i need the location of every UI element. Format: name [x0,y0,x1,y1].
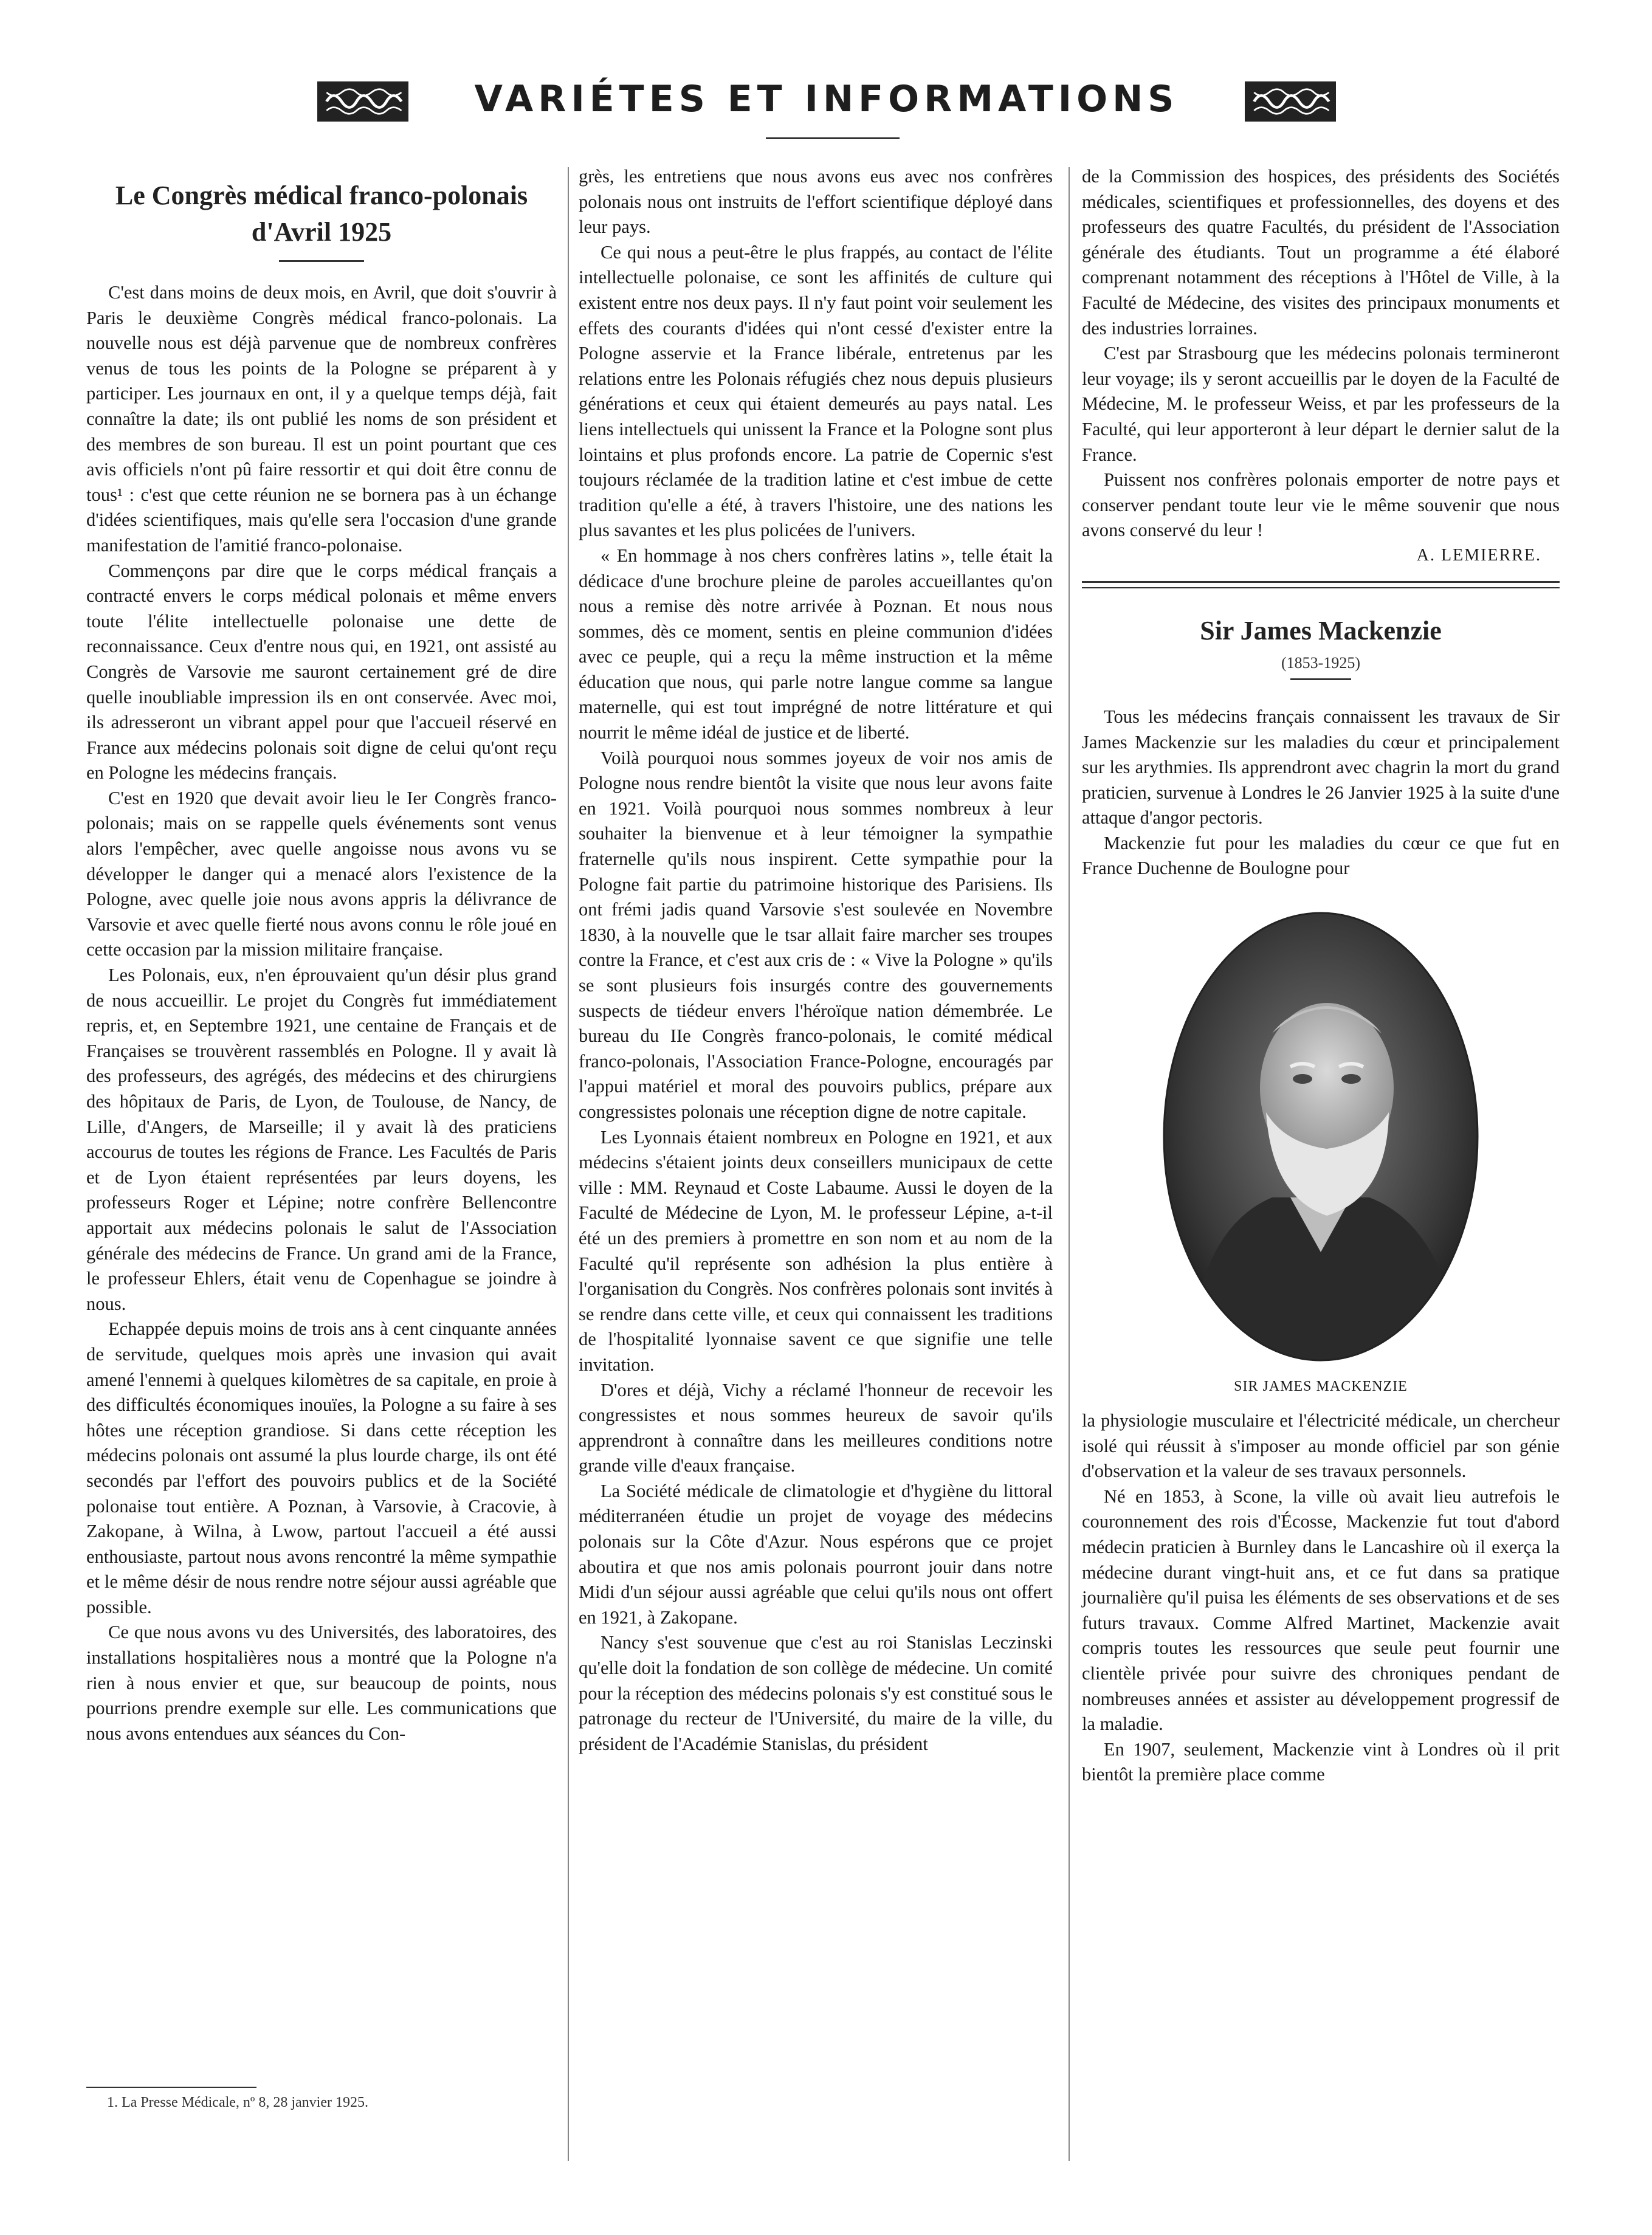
decorative-ornament-icon [1245,81,1336,122]
paragraph: Ce qui nous a peut-être le plus frappés, au contact de l'élite intellectuelle polonaise, ce sont les affinités de culture qui existent entre nos deux pays. Il n'y faut point voir seulement les effets des courants d'idées qui n'ont cessé d'exister entre la Pologne asservie et la France libérale, entretenus par les relations entre les Polonais réfugiés chez nous depuis plusieurs générations et ceux qui étaient demeurés au pays natal. Les liens intellectuels qui unissent la France et la Pologne sont plus lointains et plus profonds encore. La patrie de Copernic s'est toujours réclamée de la tradition latine et c'est imbue de cette tradition qu'elle a été, à travers l'histoire, une des nations les plus savantes et les plus policées de l'univers. [579,241,1053,541]
paragraph: Ce que nous avons vu des Universités, des laboratoires, des installations hospitalières nous a montré que la Pologne n'a rien à nous envier et que, sur beaucoup de points, nous pourrions prendre exemple sur elle. Les communications que nous avons entendues aux séances du Con- [86,1622,557,1744]
article-body [1082,704,1560,881]
paragraph: D'ores et déjà, Vichy a réclamé l'honneur de recevoir les congressistes et nous sommes heureux de savoir qu'ils apprendront à connaître dans les meilleures conditions notre grande ville d'eaux française. [579,1379,1053,1476]
paragraph: Echappée depuis moins de trois ans à cent cinquante années de servitude, quelques mois après une invasion qui avait amené l'ennemi à quelques kilomètres de sa capitale, en proie à des difficultés économiques inouïes, la Pologne a su faire à ses hôtes une réception grandiose. Si dans cette réception les médecins polonais ont assumé la plus lourde charge, ils ont été secondés par l'effort des pouvoirs publics et de la Société polonaise tout entière. A Poznan, à Varsovie, à Cracovie, à Zakopane, à Wilna, à Lwow, partout l'accueil a été aussi enthousiaste, partout nous avons rencontré la même sympathie et le même désir de nous rendre notre séjour aussi agréable que possible. [86,1318,557,1617]
article-title: Sir James Mackenzie [1200,615,1442,646]
column-divider [1069,167,1070,2161]
paragraph: En 1907, seulement, Mackenzie vint à Londres où il prit bientôt la première place comme [1082,1738,1560,1785]
column-1 [86,164,557,1746]
author-signature: A. LEMIERRE. [1416,545,1541,565]
title-rule [1290,678,1351,680]
paragraph: C'est dans moins de deux mois, en Avril, que doit s'ouvrir à Paris le deuxième Congrès médical franco-polonais. La nouvelle nous est déjà parvenue que de nombreux confrères venus de tous les points de la Pologne se préparent à y participer. Les journaux en ont, il y a quelque temps déjà, fait connaître la date; ils ont publié les noms de son président et des membres de son bureau. Il est un point pourtant que ces avis officiels n'ont pû faire ressortir et qui doit être connu de tous¹ : c'est que cette réunion ne se bornera pas à un échange d'idées scientifiques, mais qu'elle sera l'occasion d'une grande manifestation de l'amitié franco-polonaise. [86,282,557,556]
page-header [85,78,1568,151]
paragraph: Mackenzie fut pour les maladies du cœur ce que fut en France Duchenne de Boulogne pour [1082,832,1560,879]
paragraph: Commençons par dire que le corps médical français a contracté envers le corps médical polonais et même envers toute l'élite intellectuelle polonaise une dette de reconnaissance. Ceux d'entre nous qui, en 1921, ont assisté au Congrès de Varsovie me sauront certainement gré de dire quelle inoubliable impression ils en ont conservée. Avec moi, ils adresseront un vibrant appel pour que l'accueil réservé en France aux médecins polonais soit digne de celui qu'ont reçu en Pologne les médecins français. [86,560,557,783]
article-body [579,164,1053,1757]
article-body [1082,164,1560,543]
portrait-photo-icon [1163,912,1479,1362]
decorative-ornament-icon [317,81,408,122]
article-body [1082,1408,1560,1788]
section-title: VARIÉTES ET INFORMATIONS [474,78,1179,120]
paragraph: la physiologie musculaire et l'électricité médicale, un chercheur isolé qui réussit à s'imposer au monde officiel par son génie d'observation et la valeur de ses travaux personnels. [1082,1410,1560,1482]
article-title-line: Le Congrès médical franco-polonais [115,181,528,210]
paragraph: Né en 1853, à Scone, la ville où avait lieu autrefois le couronnement des rois d'Écosse, Mackenzie fut tout d'abord médecin praticien à Burnley dans le Lancashire où il exerça la médecine durant vingt-huit ans, et ce fut dans sa pratique journalière qu'il puisa les éléments de ses observations et de ses futurs travaux. Comme Alfred Martinet, Mackenzie avait compris toutes les ressources que seule peut fournir une clientèle privée pour suivre des chroniques pendant de nombreuses années et assister au développement progressif de la maladie. [1082,1486,1560,1735]
paragraph: C'est par Strasbourg que les médecins polonais termineront leur voyage; ils y seront accueillis par le doyen de la Faculté de Médecine, M. le professeur Weiss, et par les professeurs de la Faculté, qui leur apporteront à leur départ le dernier salut de la France. [1082,343,1560,465]
paragraph: « En hommage à nos chers confrères latins », telle était la dédicace d'une brochure pleine de paroles accueillantes qu'on nous a remise dès notre arrivée à Poznan. Et nous nous sommes, dès ce moment, sentis en pleine communion d'idées avec ce peuple, qui a reçu la même instruction et la même éducation que nous, qui parle notre langue comme sa langue maternelle, qui est tout imprégné de notre littérature et qui nourrit le même idéal de justice et de liberté. [579,545,1053,743]
article-title-line: d'Avril 1925 [251,217,392,247]
paragraph: Voilà pourquoi nous sommes joyeux de voir nos amis de Pologne nous rendre bientôt la visite que nous leur avons faite en 1921. Voilà pourquoi nous sommes nombreux à leur souhaiter la bienvenue et à leur témoigner la sympathie fraternelle qu'ils nous inspirent. Cette sympathie pour la Pologne fait partie du patrimoine historique des Parisiens. Ils ont frémi jadis quand Varsovie s'est soulevée en Novembre 1830, à la nouvelle que le tsar allait faire marcher ses troupes contre la France, et c'est aux cris de : « Vive la Pologne » qu'ils se sont plusieurs fois insurgés contre des gouvernements suspects de tiédeur envers l'héroïque nation démembrée. Le bureau du IIe Congrès franco-polonais, le comité médical franco-polonais, l'Association France-Pologne, encouragés par l'appui matériel et moral des pouvoirs publics, prépare aux congressistes polonais une réception digne de notre capitale. [579,747,1053,1122]
paragraph: Les Lyonnais étaient nombreux en Pologne en 1921, et aux médecins s'étaient joints deux conseillers municipaux de cette ville : MM. Reynaud et Coste Labaume. Aussi le doyen de la Faculté de Médecine de Lyon, M. le professeur Lépine, a-t-il été un des premiers à promettre en son nom et au nom de la Faculté qu'il représente son adhésion la plus entière à l'organisation du Congrès. Nos confrères polonais sont invités à se rendre dans cette ville, et ceux qui connaissent les traditions de l'hospitalité lyonnaise savent ce que signifie une telle invitation. [579,1126,1053,1375]
paragraph: La Société médicale de climatologie et d'hygiène du littoral méditerranéen étudie un projet de voyage des médecins polonais sur la Côte d'Azur. Nous espérons que ce projet aboutira et que nos amis polonais pourront jouir dans notre Midi d'un séjour aussi agréable que celui qu'ils nous ont offert en 1921, à Zakopane. [579,1480,1053,1628]
column-divider [568,167,569,2161]
column-2 [579,164,1053,1757]
article-body [86,280,557,1746]
column-3 [1082,164,1560,1788]
paragraph: Les Polonais, eux, n'en éprouvaient qu'un désir plus grand de nous accueillir. Le projet du Congrès fut immédiatement repris, et, en Septembre 1921, une centaine de Français et de Françaises se trouvèrent rassemblés en Pologne. Il y avait là des professeurs, des agrégés, des médecins et des chirurgiens des hôpitaux de Paris, de Lyon, de Toulouse, de Nancy, de Lille, d'Angers, de Marseille; il y avait là des praticiens accourus de toutes les régions de France. Les Facultés de Paris et de Lyon étaient représentées par leurs doyens, les professeurs Roger et Lépine; notre confrère Bellencontre apportait aux médecins polonais le salut de l'Association générale des médecins de France. Un grand ami de la France, le professeur Ehlers, était venu de Copenhague se joindre à nous. [86,965,557,1314]
article-title [86,177,557,250]
paragraph: Tous les médecins français connaissent les travaux de Sir James Mackenzie sur les maladies du cœur et principalement sur les arythmies. Ils apprendront avec chagrin la mort du grand praticien, survenue à Londres le 26 Janvier 1925 à la suite d'une attaque d'angor pectoris. [1082,706,1560,828]
footnote: 1. La Presse Médicale, nº 8, 28 janvier 1925. [107,2095,368,2110]
header-rule [766,137,900,139]
paragraph: de la Commission des hospices, des présidents des Sociétés médicales, scientifiques et professionnelles, des doyens et des professeurs des quatre Facultés, du président de l'Association générale des étudiants. Tout un programme a été élaboré comprenant notamment des réceptions à l'Hôtel de Ville, à la Faculté de Médecine, des visites des principaux monuments et des industries lorraines. [1082,166,1560,339]
footnote-rule [86,2087,256,2088]
article-dates: (1853-1925) [1281,653,1360,672]
title-rule [279,260,364,262]
paragraph: grès, les entretiens que nous avons eus avec nos confrères polonais nous ont instruits de l'effort scientifique déployé dans leur pays. [579,166,1053,238]
paragraph: Puissent nos confrères polonais emporter de notre pays et conserver pendant toute leur vie le même souvenir que nous avons conservé du leur ! [1082,469,1560,541]
paragraph: C'est en 1920 que devait avoir lieu le Ier Congrès franco-polonais; mais on se rappelle quels événements sont venus alors l'empêcher, avec quelle angoisse nous avons vu se développer le danger qui a menacé alors l'existence de la Pologne, avec quelle joie nous avons appris la délivrance de Varsovie et avec quelle fierté nous avons connu le rôle joué en cette occasion par la mission militaire française. [86,787,557,960]
article-separator [1082,581,1560,588]
paragraph: Nancy s'est souvenue que c'est au roi Stanislas Leczinski qu'elle doit la fondation de son collège de médecine. Un comité pour la réception des médecins polonais s'y est constitué sous le patronage du recteur de l'Université, du maire de la ville, du président de l'Académie Stanislas, du président [579,1632,1053,1754]
photo-caption: SIR JAMES MACKENZIE [1234,1379,1408,1395]
